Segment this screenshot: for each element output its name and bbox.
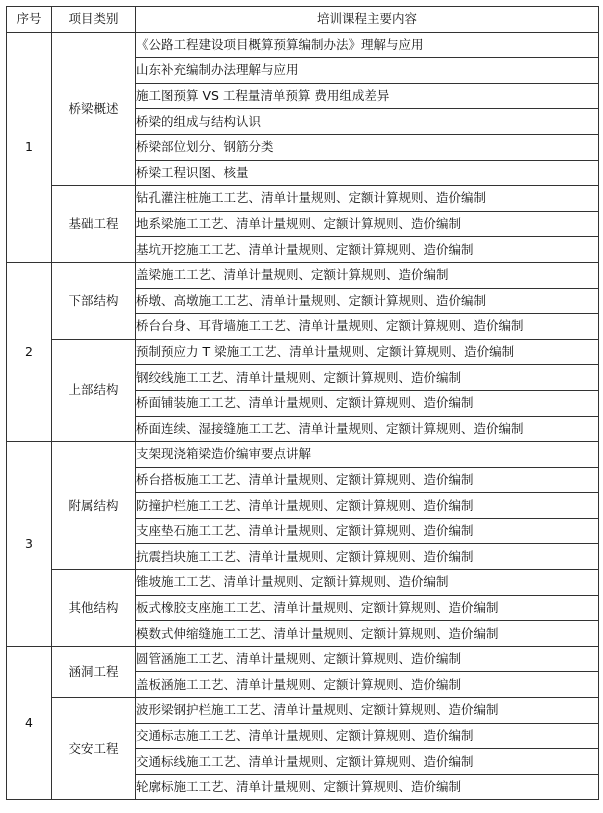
content-cell: 《公路工程建设项目概算预算编制办法》理解与应用 <box>136 32 599 58</box>
header-row <box>7 7 599 33</box>
content-cell: 轮廓标施工工艺、清单计量规则、定额计算规则、造价编制 <box>136 774 599 800</box>
content-cell: 桥梁部位划分、钢筋分类 <box>136 134 599 160</box>
category-cell: 下部结构 <box>52 262 136 339</box>
table-header <box>7 7 599 33</box>
header-content: 培训课程主要内容 <box>136 7 599 33</box>
content-cell: 板式橡胶支座施工工艺、清单计量规则、定额计算规则、造价编制 <box>136 595 599 621</box>
content-cell: 交通标志施工工艺、清单计量规则、定额计算规则、造价编制 <box>136 723 599 749</box>
header-seq: 序号 <box>7 7 52 33</box>
content-cell: 山东补充编制办法理解与应用 <box>136 58 599 84</box>
content-cell: 桥面铺装施工工艺、清单计量规则、定额计算规则、造价编制 <box>136 390 599 416</box>
seq-cell: 4 <box>7 646 52 800</box>
category-cell: 上部结构 <box>52 339 136 441</box>
content-cell: 交通标线施工工艺、清单计量规则、定额计算规则、造价编制 <box>136 749 599 775</box>
content-cell: 桥台台身、耳背墙施工工艺、清单计量规则、定额计算规则、造价编制 <box>136 314 599 340</box>
content-cell: 波形梁钢护栏施工工艺、清单计量规则、定额计算规则、造价编制 <box>136 698 599 724</box>
table-body <box>7 32 599 800</box>
table-row <box>7 32 599 58</box>
category-cell: 基础工程 <box>52 186 136 263</box>
category-cell: 其他结构 <box>52 570 136 647</box>
curriculum-table <box>6 6 599 800</box>
table-row <box>7 698 599 724</box>
category-cell: 交安工程 <box>52 698 136 800</box>
content-cell: 模数式伸缩缝施工工艺、清单计量规则、定额计算规则、造价编制 <box>136 621 599 647</box>
content-cell: 钻孔灌注桩施工工艺、清单计量规则、定额计算规则、造价编制 <box>136 186 599 212</box>
content-cell: 盖板涵施工工艺、清单计量规则、定额计算规则、造价编制 <box>136 672 599 698</box>
seq-cell: 3 <box>7 442 52 647</box>
content-cell: 地系梁施工工艺、清单计量规则、定额计算规则、造价编制 <box>136 211 599 237</box>
content-cell: 预制预应力 T 梁施工工艺、清单计量规则、定额计算规则、造价编制 <box>136 339 599 365</box>
category-cell: 桥梁概述 <box>52 32 136 186</box>
seq-cell: 1 <box>7 32 52 262</box>
content-cell: 桥面连续、湿接缝施工工艺、清单计量规则、定额计算规则、造价编制 <box>136 416 599 442</box>
seq-cell: 2 <box>7 262 52 441</box>
content-cell: 锥坡施工工艺、清单计量规则、定额计算规则、造价编制 <box>136 570 599 596</box>
content-cell: 桥梁的组成与结构认识 <box>136 109 599 135</box>
content-cell: 盖梁施工工艺、清单计量规则、定额计算规则、造价编制 <box>136 262 599 288</box>
content-cell: 抗震挡块施工工艺、清单计量规则、定额计算规则、造价编制 <box>136 544 599 570</box>
table-row <box>7 262 599 288</box>
category-cell: 涵洞工程 <box>52 646 136 697</box>
content-cell: 桥墩、高墩施工工艺、清单计量规则、定额计算规则、造价编制 <box>136 288 599 314</box>
content-cell: 施工图预算 VS 工程量清单预算 费用组成差异 <box>136 83 599 109</box>
table-row <box>7 570 599 596</box>
table-row <box>7 442 599 468</box>
content-cell: 圆管涵施工工艺、清单计量规则、定额计算规则、造价编制 <box>136 646 599 672</box>
content-cell: 基坑开挖施工工艺、清单计量规则、定额计算规则、造价编制 <box>136 237 599 263</box>
header-category: 项目类别 <box>52 7 136 33</box>
category-cell: 附属结构 <box>52 442 136 570</box>
content-cell: 桥梁工程识图、核量 <box>136 160 599 186</box>
content-cell: 支座垫石施工工艺、清单计量规则、定额计算规则、造价编制 <box>136 518 599 544</box>
table-row <box>7 339 599 365</box>
content-cell: 钢绞线施工工艺、清单计量规则、定额计算规则、造价编制 <box>136 365 599 391</box>
content-cell: 防撞护栏施工工艺、清单计量规则、定额计算规则、造价编制 <box>136 493 599 519</box>
content-cell: 桥台搭板施工工艺、清单计量规则、定额计算规则、造价编制 <box>136 467 599 493</box>
table-row <box>7 646 599 672</box>
content-cell: 支架现浇箱梁造价编审要点讲解 <box>136 442 599 468</box>
table-row <box>7 186 599 212</box>
